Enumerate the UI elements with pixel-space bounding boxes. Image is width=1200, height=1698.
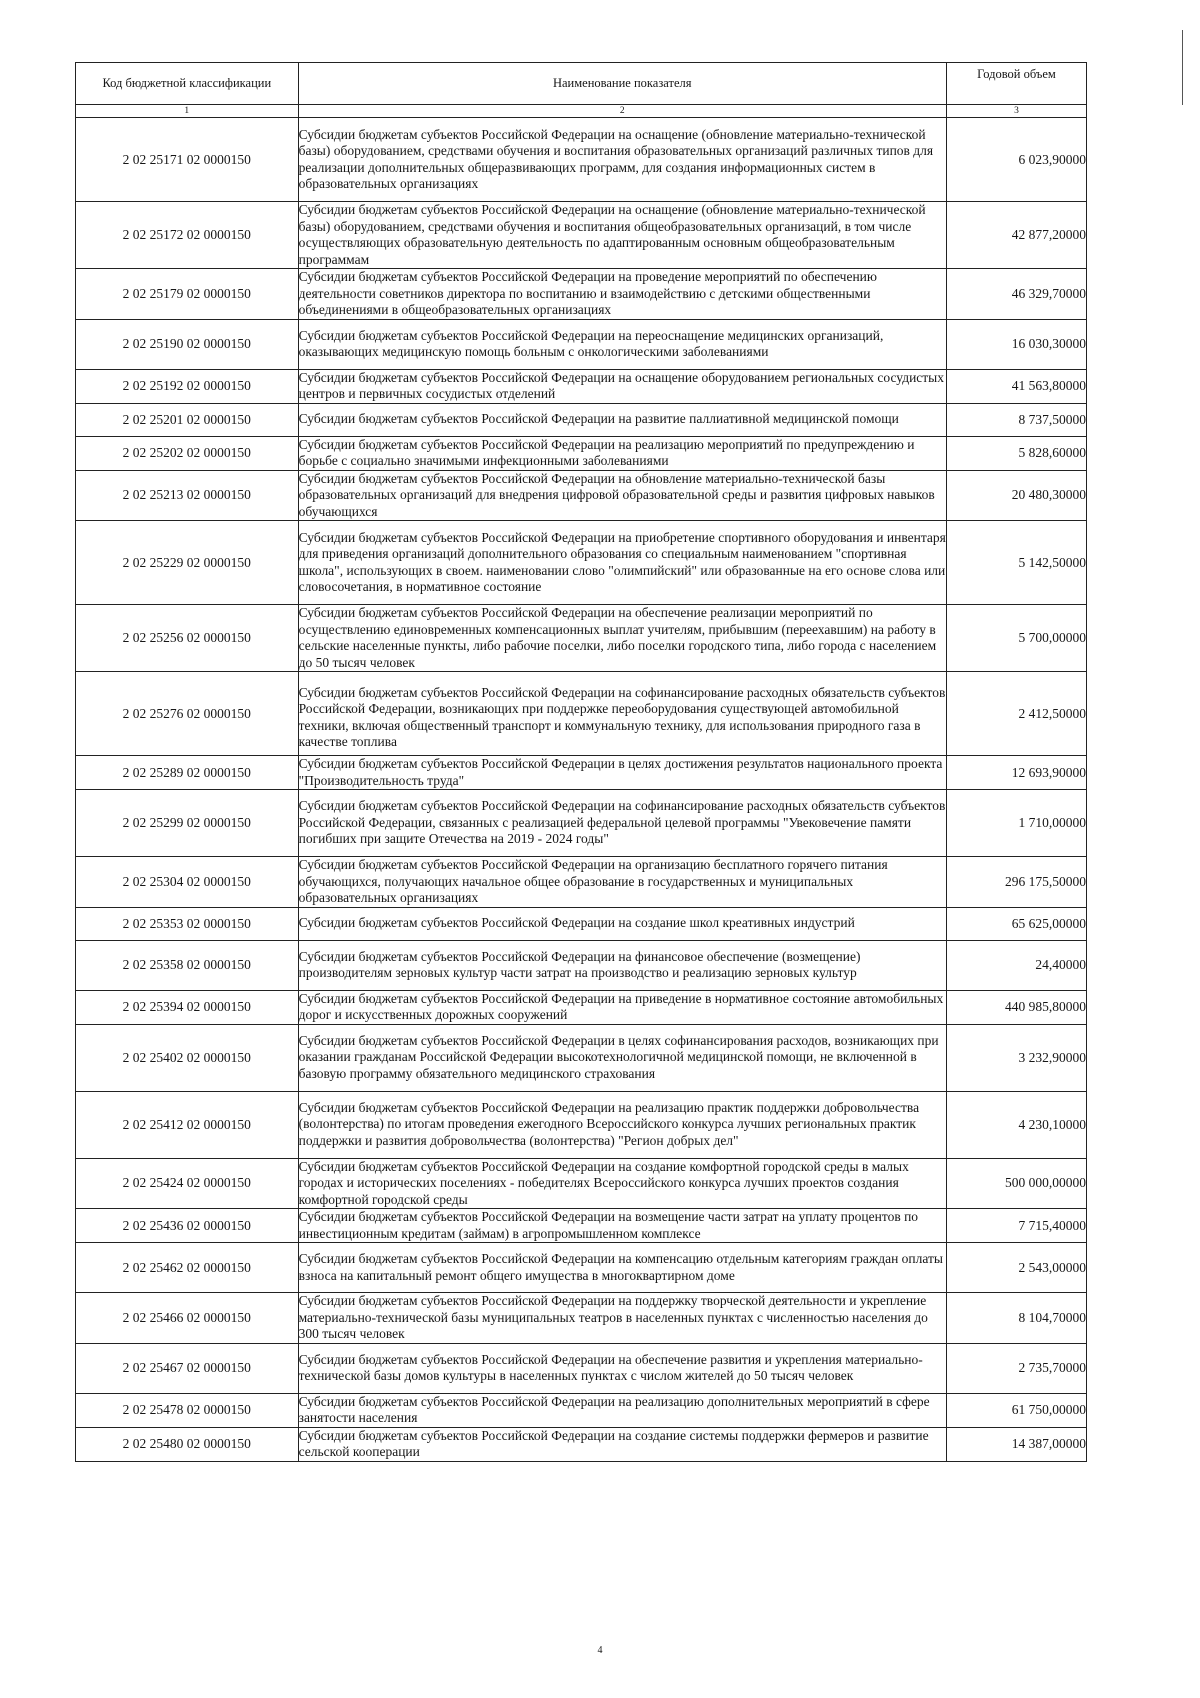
budget-code-cell: 2 02 25358 02 0000150: [76, 940, 299, 990]
annual-volume-cell: 42 877,20000: [946, 202, 1086, 269]
table-row: [76, 1393, 1087, 1427]
annual-volume-cell: 41 563,80000: [946, 369, 1086, 403]
indicator-name-cell: Субсидии бюджетам субъектов Российской Федерации на оснащение оборудованием региональных сосудистых центров и первичных сосудистых отделений: [298, 369, 946, 403]
budget-code-cell: 2 02 25213 02 0000150: [76, 470, 299, 521]
table-row: [76, 940, 1087, 990]
table-row: [76, 470, 1087, 521]
binding-mark: [1182, 30, 1187, 105]
budget-code-cell: 2 02 25201 02 0000150: [76, 403, 299, 436]
indicator-name-cell: Субсидии бюджетам субъектов Российской Федерации на оснащение (обновление материально-технической базы) оборудованием, средствами обучения и воспитания общеобразовательных организаций, в том числе осуществляющих образовательную деятельность по адаптированным основным общеобразовательным программам: [298, 202, 946, 269]
table-row: [76, 1243, 1087, 1293]
column-number-3: 3: [946, 105, 1086, 118]
indicator-name-cell: Субсидии бюджетам субъектов Российской Федерации на создание комфортной городской среды в малых городах и исторических поселениях - победителях Всероссийского конкурса лучших проектов создания комфортной городской среды: [298, 1158, 946, 1209]
header-code: Код бюджетной классификации: [76, 63, 299, 105]
annual-volume-cell: 5 828,60000: [946, 436, 1086, 470]
annual-volume-cell: 7 715,40000: [946, 1209, 1086, 1243]
budget-code-cell: 2 02 25480 02 0000150: [76, 1427, 299, 1461]
column-number-2: 2: [298, 105, 946, 118]
annual-volume-cell: 14 387,00000: [946, 1427, 1086, 1461]
page-number: 4: [597, 1645, 603, 1656]
budget-code-cell: 2 02 25299 02 0000150: [76, 790, 299, 857]
table-row: [76, 319, 1087, 369]
table-row: [76, 118, 1087, 202]
indicator-name-cell: Субсидии бюджетам субъектов Российской Федерации на софинансирование расходных обязательств субъектов Российской Федерации, связанных с реализацией федеральной целевой программы "Увековечение памяти погибших при защите Отечества на 2019 - 2024 годы": [298, 790, 946, 857]
annual-volume-cell: 16 030,30000: [946, 319, 1086, 369]
annual-volume-cell: 8 104,70000: [946, 1293, 1086, 1344]
budget-code-cell: 2 02 25256 02 0000150: [76, 605, 299, 672]
indicator-name-cell: Субсидии бюджетам субъектов Российской Федерации на реализацию мероприятий по предупреждению и борьбе с социально значимыми инфекционными заболеваниями: [298, 436, 946, 470]
budget-code-cell: 2 02 25190 02 0000150: [76, 319, 299, 369]
annual-volume-cell: 296 175,50000: [946, 857, 1086, 908]
header-row: [76, 63, 1087, 105]
budget-code-cell: 2 02 25192 02 0000150: [76, 369, 299, 403]
indicator-name-cell: Субсидии бюджетам субъектов Российской Федерации на развитие паллиативной медицинской помощи: [298, 403, 946, 436]
indicator-name-cell: Субсидии бюджетам субъектов Российской Федерации на реализацию дополнительных мероприятий в сфере занятости населения: [298, 1393, 946, 1427]
budget-code-cell: 2 02 25304 02 0000150: [76, 857, 299, 908]
indicator-name-cell: Субсидии бюджетам субъектов Российской Федерации на создание системы поддержки фермеров и развитие сельской кооперации: [298, 1427, 946, 1461]
budget-code-cell: 2 02 25466 02 0000150: [76, 1293, 299, 1344]
indicator-name-cell: Субсидии бюджетам субъектов Российской Федерации на софинансирование расходных обязательств субъектов Российской Федерации, возникающих при поддержке переоборудования существующей автомобильной техники, включая общественный транспорт и коммунальную технику, для использования природного газа в качестве топлива: [298, 672, 946, 756]
budget-code-cell: 2 02 25462 02 0000150: [76, 1243, 299, 1293]
budget-code-cell: 2 02 25424 02 0000150: [76, 1158, 299, 1209]
header-volume: Годовой объем: [946, 63, 1086, 105]
indicator-name-cell: Субсидии бюджетам субъектов Российской Федерации на переоснащение медицинских организаций, оказывающих медицинскую помощь больным с онкологическими заболеваниями: [298, 319, 946, 369]
indicator-name-cell: Субсидии бюджетам субъектов Российской Федерации на финансовое обеспечение (возмещение) производителям зерновых культур части затрат на производство и реализацию зерновых культур: [298, 940, 946, 990]
table-row: [76, 369, 1087, 403]
table-row: [76, 521, 1087, 605]
annual-volume-cell: 12 693,90000: [946, 756, 1086, 790]
indicator-name-cell: Субсидии бюджетам субъектов Российской Федерации на компенсацию отдельным категориям граждан оплаты взноса на капитальный ремонт общего имущества в многоквартирном доме: [298, 1243, 946, 1293]
budget-code-cell: 2 02 25229 02 0000150: [76, 521, 299, 605]
table-row: [76, 990, 1087, 1024]
budget-table: [75, 62, 1087, 1462]
annual-volume-cell: 500 000,00000: [946, 1158, 1086, 1209]
header-name: Наименование показателя: [298, 63, 946, 105]
indicator-name-cell: Субсидии бюджетам субъектов Российской Федерации на организацию бесплатного горячего питания обучающихся, получающих начальное общее образование в государственных и муниципальных образовательных организациях: [298, 857, 946, 908]
budget-code-cell: 2 02 25478 02 0000150: [76, 1393, 299, 1427]
annual-volume-cell: 4 230,10000: [946, 1091, 1086, 1158]
column-number-row: [76, 105, 1087, 118]
indicator-name-cell: Субсидии бюджетам субъектов Российской Федерации на создание школ креативных индустрий: [298, 907, 946, 940]
budget-code-cell: 2 02 25436 02 0000150: [76, 1209, 299, 1243]
annual-volume-cell: 5 700,00000: [946, 605, 1086, 672]
budget-code-cell: 2 02 25179 02 0000150: [76, 269, 299, 320]
annual-volume-cell: 2 735,70000: [946, 1343, 1086, 1393]
indicator-name-cell: Субсидии бюджетам субъектов Российской Федерации на оснащение (обновление материально-технической базы) оборудованием, средствами обучения и воспитания образовательных организаций различных типов для реализации дополнительных общеразвивающих программ, для создания информационных систем в образовательных организациях: [298, 118, 946, 202]
annual-volume-cell: 20 480,30000: [946, 470, 1086, 521]
annual-volume-cell: 2 543,00000: [946, 1243, 1086, 1293]
indicator-name-cell: Субсидии бюджетам субъектов Российской Федерации на обеспечение реализации мероприятий по осуществлению единовременных компенсационных выплат учителям, прибывшим (переехавшим) на работу в сельские населенные пункты, либо рабочие поселки, либо поселки городского типа, либо города с населением до 50 тысяч человек: [298, 605, 946, 672]
budget-code-cell: 2 02 25171 02 0000150: [76, 118, 299, 202]
indicator-name-cell: Субсидии бюджетам субъектов Российской Федерации на поддержку творческой деятельности и укрепление материально-технической базы муниципальных театров в населенных пунктах с численностью населения до 300 тысяч человек: [298, 1293, 946, 1344]
indicator-name-cell: Субсидии бюджетам субъектов Российской Федерации на обеспечение развития и укрепления материально-технической базы домов культуры в населенных пунктах с числом жителей до 50 тысяч человек: [298, 1343, 946, 1393]
table-row: [76, 756, 1087, 790]
annual-volume-cell: 24,40000: [946, 940, 1086, 990]
indicator-name-cell: Субсидии бюджетам субъектов Российской Федерации на приобретение спортивного оборудования и инвентаря для приведения организаций дополнительного образования со специальным наименованием "спортивная школа", использующих в своем. наименовании слово "олимпийский" или образованные на его основе слова или словосочетания, в нормативное состояние: [298, 521, 946, 605]
indicator-name-cell: Субсидии бюджетам субъектов Российской Федерации на приведение в нормативное состояние автомобильных дорог и искусственных дорожных сооружений: [298, 990, 946, 1024]
annual-volume-cell: 3 232,90000: [946, 1024, 1086, 1091]
table-row: [76, 1158, 1087, 1209]
table-row: [76, 790, 1087, 857]
annual-volume-cell: 65 625,00000: [946, 907, 1086, 940]
budget-code-cell: 2 02 25276 02 0000150: [76, 672, 299, 756]
indicator-name-cell: Субсидии бюджетам субъектов Российской Федерации на возмещение части затрат на уплату процентов по инвестиционным кредитам (займам) в агропромышленном комплексе: [298, 1209, 946, 1243]
table-row: [76, 202, 1087, 269]
annual-volume-cell: 5 142,50000: [946, 521, 1086, 605]
table-row: [76, 857, 1087, 908]
table-row: [76, 269, 1087, 320]
annual-volume-cell: 2 412,50000: [946, 672, 1086, 756]
table-row: [76, 1343, 1087, 1393]
table-row: [76, 1091, 1087, 1158]
annual-volume-cell: 6 023,90000: [946, 118, 1086, 202]
column-number-1: 1: [76, 105, 299, 118]
table-row: [76, 436, 1087, 470]
table-row: [76, 1293, 1087, 1344]
table-row: [76, 1209, 1087, 1243]
budget-code-cell: 2 02 25289 02 0000150: [76, 756, 299, 790]
annual-volume-cell: 1 710,00000: [946, 790, 1086, 857]
indicator-name-cell: Субсидии бюджетам субъектов Российской Федерации на обновление материально-технической базы образовательных организаций для внедрения цифровой образовательной среды и развития цифровых навыков обучающихся: [298, 470, 946, 521]
annual-volume-cell: 8 737,50000: [946, 403, 1086, 436]
indicator-name-cell: Субсидии бюджетам субъектов Российской Федерации на реализацию практик поддержки добровольчества (волонтерства) по итогам проведения ежегодного Всероссийского конкурса лучших региональных практик поддержки и развития добровольчества (волонтерства) "Регион добрых дел": [298, 1091, 946, 1158]
indicator-name-cell: Субсидии бюджетам субъектов Российской Федерации в целях софинансирования расходов, возникающих при оказании гражданам Российской Федерации высокотехнологичной медицинской помощи, не включенной в базовую программу обязательного медицинского страхования: [298, 1024, 946, 1091]
table-row: [76, 1024, 1087, 1091]
budget-code-cell: 2 02 25467 02 0000150: [76, 1343, 299, 1393]
table-row: [76, 605, 1087, 672]
table-row: [76, 672, 1087, 756]
budget-code-cell: 2 02 25202 02 0000150: [76, 436, 299, 470]
annual-volume-cell: 440 985,80000: [946, 990, 1086, 1024]
budget-code-cell: 2 02 25412 02 0000150: [76, 1091, 299, 1158]
table-row: [76, 907, 1087, 940]
table-row: [76, 403, 1087, 436]
budget-code-cell: 2 02 25402 02 0000150: [76, 1024, 299, 1091]
budget-code-cell: 2 02 25394 02 0000150: [76, 990, 299, 1024]
table-row: [76, 1427, 1087, 1461]
budget-code-cell: 2 02 25353 02 0000150: [76, 907, 299, 940]
annual-volume-cell: 61 750,00000: [946, 1393, 1086, 1427]
indicator-name-cell: Субсидии бюджетам субъектов Российской Федерации в целях достижения результатов национального проекта "Производительность труда": [298, 756, 946, 790]
annual-volume-cell: 46 329,70000: [946, 269, 1086, 320]
budget-code-cell: 2 02 25172 02 0000150: [76, 202, 299, 269]
indicator-name-cell: Субсидии бюджетам субъектов Российской Федерации на проведение мероприятий по обеспечению деятельности советников директора по воспитанию и взаимодействию с детскими общественными объединениями в общеобразовательных организациях: [298, 269, 946, 320]
